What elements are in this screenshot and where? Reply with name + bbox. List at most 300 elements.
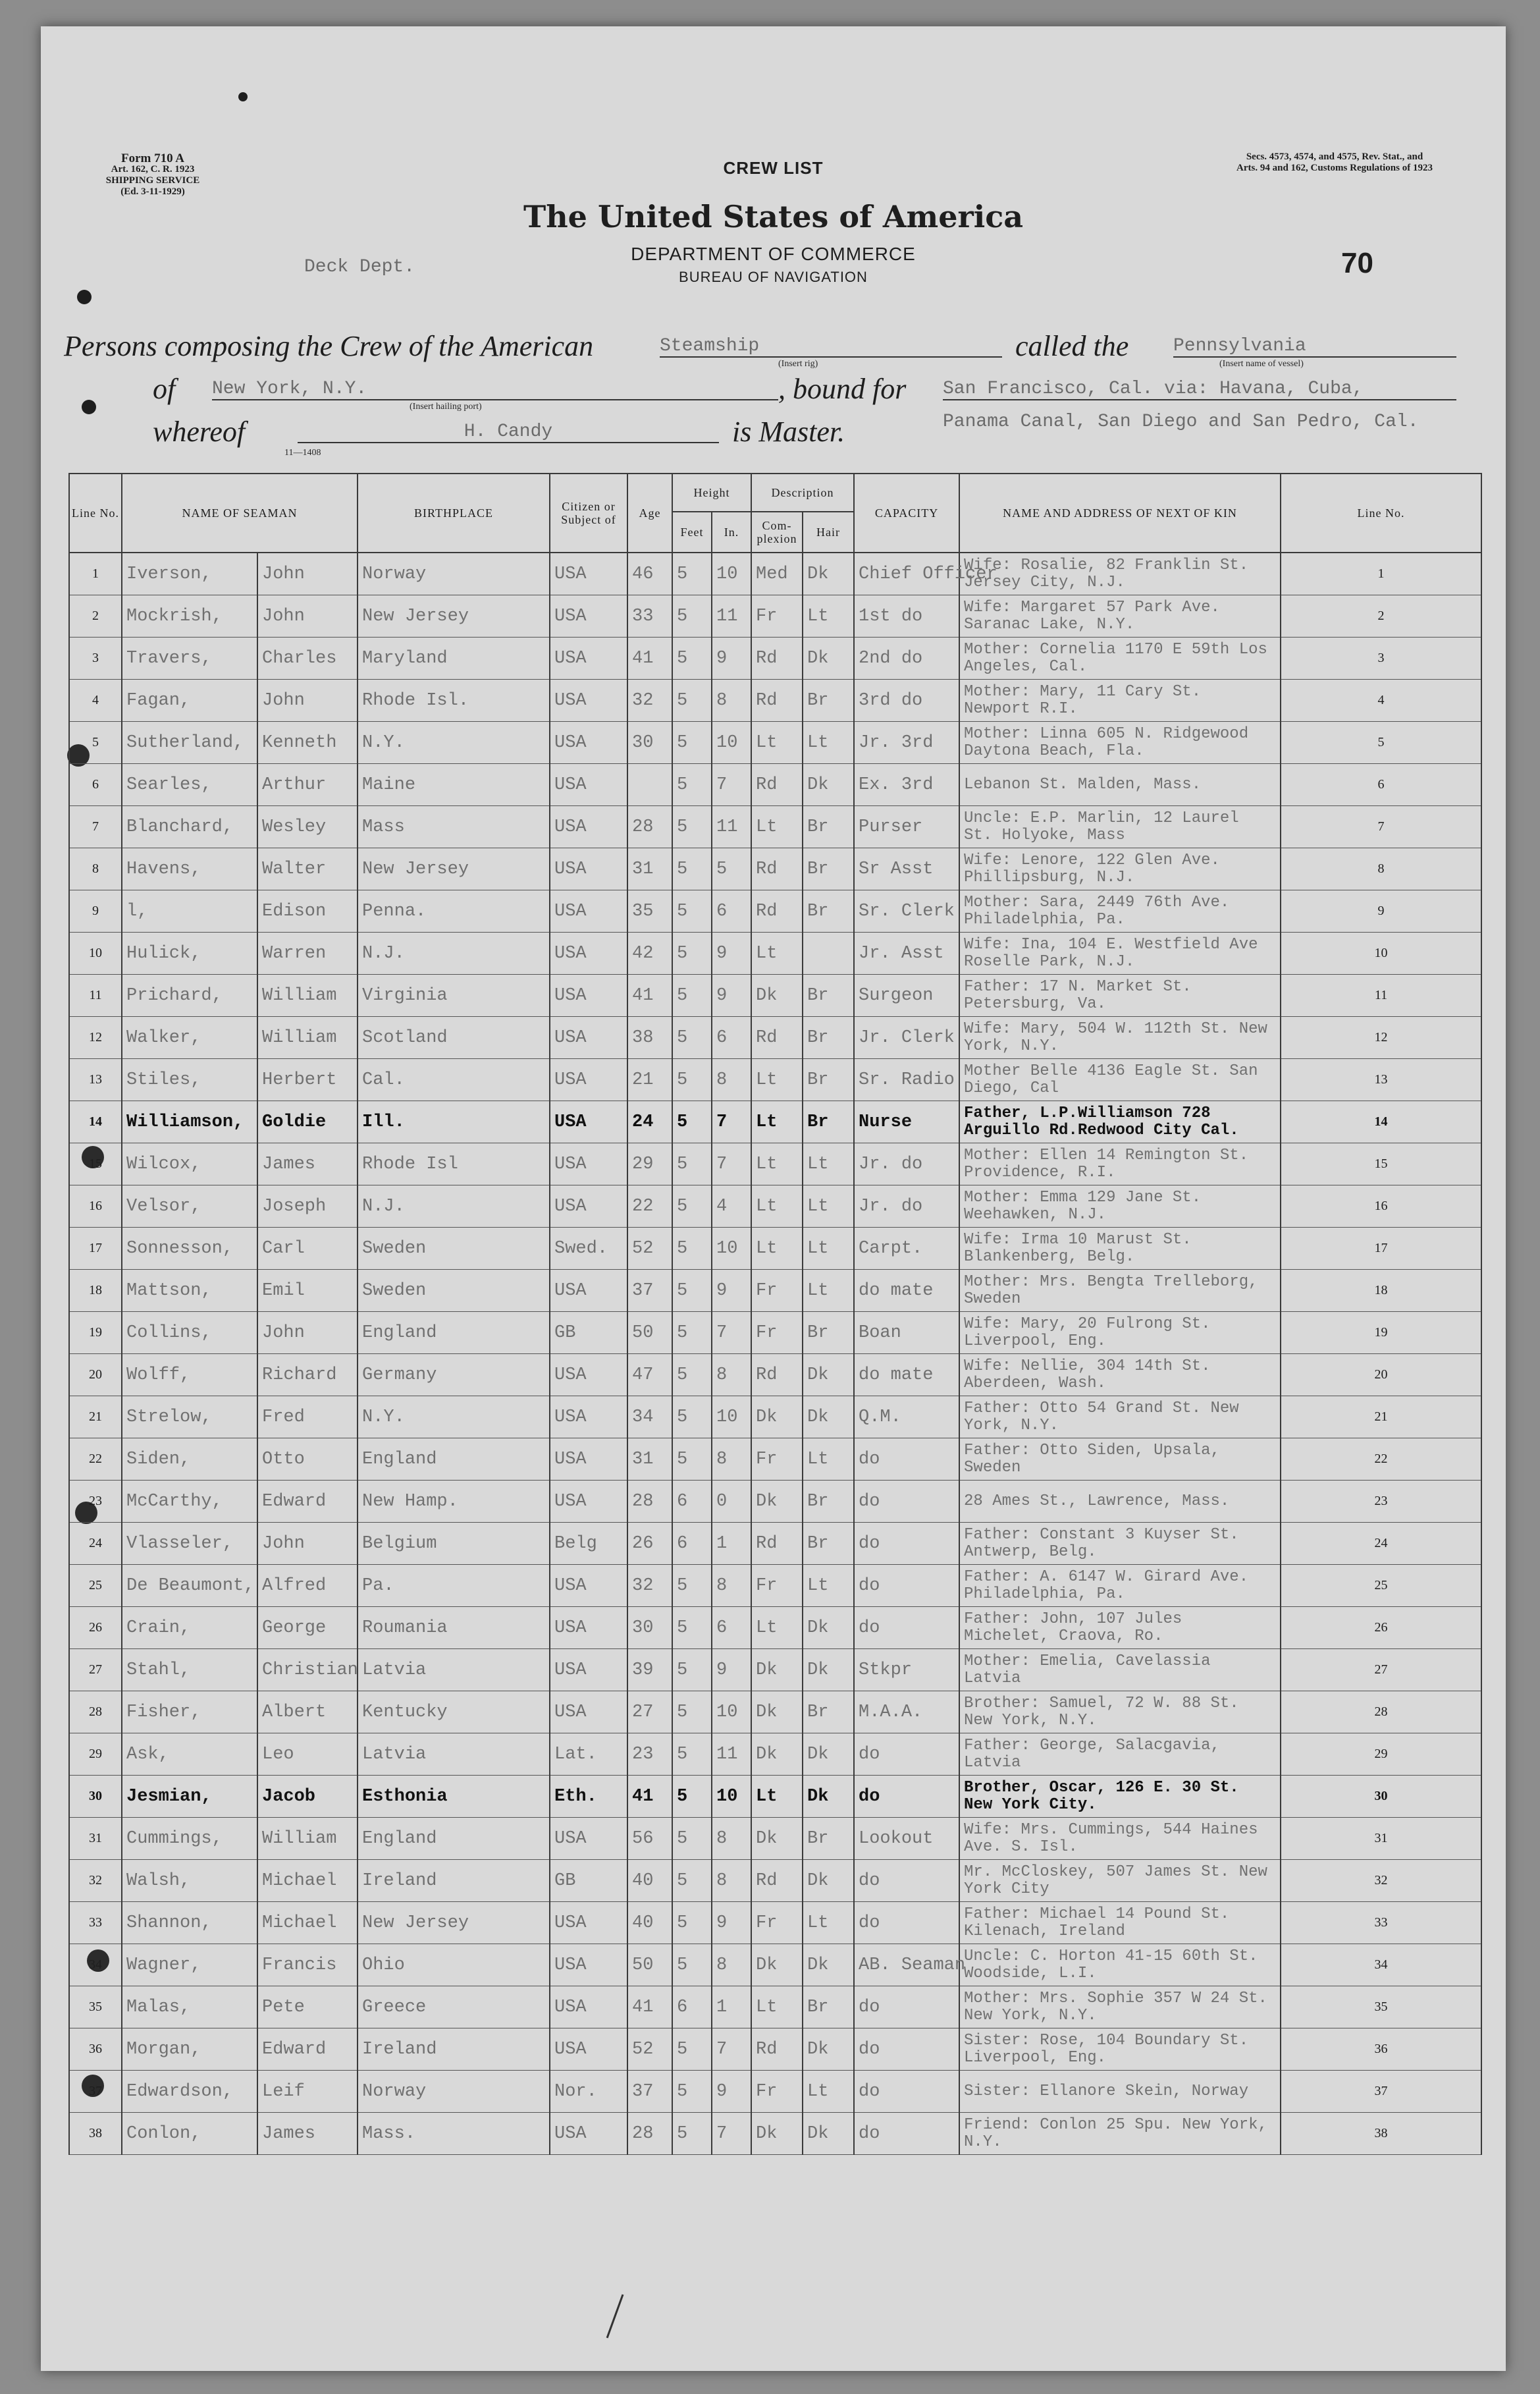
line-number-right: 7 — [1281, 806, 1481, 848]
department-heading: DEPARTMENT OF COMMERCE — [631, 244, 916, 264]
complexion: Rd — [751, 1017, 803, 1059]
given-name: John — [257, 595, 358, 638]
next-of-kin: Father: John, 107 Jules Michelet, Craova, Ro. — [959, 1607, 1281, 1649]
height-feet: 5 — [672, 1185, 712, 1228]
surname: Malas, — [122, 1986, 257, 2028]
line-number: 27 — [69, 1649, 122, 1691]
height-feet: 5 — [672, 1017, 712, 1059]
col-description: Description — [751, 474, 854, 512]
age: 56 — [627, 1818, 672, 1860]
height-inches: 7 — [712, 2028, 751, 2071]
hair-color: Dk — [803, 2113, 854, 2155]
table-row — [69, 1818, 1481, 1860]
age — [627, 764, 672, 806]
complexion: Rd — [751, 1860, 803, 1902]
complexion: Lt — [751, 1101, 803, 1143]
height-feet: 5 — [672, 1944, 712, 1986]
line-number-right: 21 — [1281, 1396, 1481, 1438]
hair-color: Br — [803, 1691, 854, 1733]
birthplace: England — [358, 1818, 550, 1860]
table-row — [69, 1396, 1481, 1438]
birthplace: Germany — [358, 1354, 550, 1396]
line-number-right: 33 — [1281, 1902, 1481, 1944]
next-of-kin: Uncle: C. Horton 41-15 60th St. Woodside, L.I. — [959, 1944, 1281, 1986]
complexion: Lt — [751, 1607, 803, 1649]
called-label: called the — [1015, 330, 1129, 362]
citizenship: GB — [550, 1312, 627, 1354]
hair-color: Lt — [803, 722, 854, 764]
age: 52 — [627, 1228, 672, 1270]
line-number: 1 — [69, 553, 122, 595]
surname: Williamson, — [122, 1101, 257, 1143]
height-feet: 5 — [672, 1733, 712, 1776]
given-name: John — [257, 680, 358, 722]
birthplace: Mass. — [358, 2113, 550, 2155]
next-of-kin: Wife: Margaret 57 Park Ave. Saranac Lake, N.Y. — [959, 595, 1281, 638]
birthplace: Latvia — [358, 1733, 550, 1776]
height-inches: 7 — [712, 764, 751, 806]
document-title: CREW LIST — [723, 158, 824, 178]
hair-color: Br — [803, 1101, 854, 1143]
citizenship: USA — [550, 1354, 627, 1396]
age: 24 — [627, 1101, 672, 1143]
line-number: 23 — [69, 1481, 122, 1523]
citizenship: USA — [550, 1691, 627, 1733]
table-row — [69, 1185, 1481, 1228]
next-of-kin: Wife: Mary, 504 W. 112th St. New York, N.Y. — [959, 1017, 1281, 1059]
given-name: Warren — [257, 933, 358, 975]
height-inches: 8 — [712, 680, 751, 722]
birthplace: N.Y. — [358, 722, 550, 764]
line-number-right: 3 — [1281, 638, 1481, 680]
form-line: Form 710 A — [120, 151, 185, 165]
line-number: 18 — [69, 1270, 122, 1312]
complexion: Lt — [751, 1059, 803, 1101]
height-inches: 10 — [712, 1691, 751, 1733]
line-number: 6 — [69, 764, 122, 806]
bound-for-label: , bound for — [778, 373, 907, 405]
col-feet: Feet — [672, 512, 712, 553]
citizenship: USA — [550, 1649, 627, 1691]
line-number-right: 10 — [1281, 933, 1481, 975]
surname: Morgan, — [122, 2028, 257, 2071]
height-feet: 5 — [672, 848, 712, 890]
crew-table — [68, 473, 1482, 2155]
line-number-right: 31 — [1281, 1818, 1481, 1860]
given-name: James — [257, 1143, 358, 1185]
height-inches: 10 — [712, 1776, 751, 1818]
line-number-right: 30 — [1281, 1776, 1481, 1818]
country-heading: The United States of America — [523, 199, 1024, 234]
surname: Iverson, — [122, 553, 257, 595]
complexion: Dk — [751, 1733, 803, 1776]
capacity: Sr. Radio — [854, 1059, 959, 1101]
age: 41 — [627, 1776, 672, 1818]
col-inches: In. — [712, 512, 751, 553]
table-row — [69, 848, 1481, 890]
citizenship: GB — [550, 1860, 627, 1902]
table-row — [69, 1523, 1481, 1565]
col-hair: Hair — [803, 512, 854, 553]
birthplace: New Jersey — [358, 1902, 550, 1944]
age: 35 — [627, 890, 672, 933]
capacity: Jr. 3rd — [854, 722, 959, 764]
next-of-kin: Mother: Emma 129 Jane St. Weehawken, N.J. — [959, 1185, 1281, 1228]
destination-field: San Francisco, Cal. via: Havana, Cuba, — [943, 379, 1456, 400]
line-number-right: 6 — [1281, 764, 1481, 806]
table-row — [69, 1944, 1481, 1986]
height-inches: 0 — [712, 1481, 751, 1523]
citizenship: USA — [550, 1944, 627, 1986]
line-number: 29 — [69, 1733, 122, 1776]
next-of-kin: Wife: Lenore, 122 Glen Ave. Phillipsburg, N.J. — [959, 848, 1281, 890]
height-inches: 7 — [712, 2113, 751, 2155]
table-row — [69, 1228, 1481, 1270]
next-of-kin: Mother: Cornelia 1170 E 59th Los Angeles, Cal. — [959, 638, 1281, 680]
birthplace: Ill. — [358, 1101, 550, 1143]
port-hint: (Insert hailing port) — [410, 402, 482, 412]
birthplace: New Jersey — [358, 595, 550, 638]
given-name: Michael — [257, 1860, 358, 1902]
given-name: Edward — [257, 1481, 358, 1523]
table-row — [69, 553, 1481, 595]
hair-color: Dk — [803, 1733, 854, 1776]
height-feet: 6 — [672, 1986, 712, 2028]
height-inches: 9 — [712, 1649, 751, 1691]
height-feet: 5 — [672, 1438, 712, 1481]
age: 27 — [627, 1691, 672, 1733]
master-name-field: H. Candy — [298, 422, 719, 443]
surname: Jesmian, — [122, 1776, 257, 1818]
line-number: 12 — [69, 1017, 122, 1059]
hair-color: Lt — [803, 1228, 854, 1270]
citizenship: Lat. — [550, 1733, 627, 1776]
height-feet: 5 — [672, 1143, 712, 1185]
height-feet: 5 — [672, 1902, 712, 1944]
line-number: 2 — [69, 595, 122, 638]
line-number: 30 — [69, 1776, 122, 1818]
age: 47 — [627, 1354, 672, 1396]
height-inches: 1 — [712, 1523, 751, 1565]
col-name-of-seaman: NAME OF SEAMAN — [122, 474, 358, 553]
birthplace: Norway — [358, 2071, 550, 2113]
hair-color: Dk — [803, 2028, 854, 2071]
birthplace: Sweden — [358, 1270, 550, 1312]
birthplace: N.J. — [358, 933, 550, 975]
hair-color: Br — [803, 1986, 854, 2028]
surname: Fisher, — [122, 1691, 257, 1733]
birthplace: England — [358, 1438, 550, 1481]
line-number-right: 2 — [1281, 595, 1481, 638]
next-of-kin: 28 Ames St., Lawrence, Mass. — [959, 1481, 1281, 1523]
vessel-hint: (Insert name of vessel) — [1219, 359, 1304, 369]
line-number: 3 — [69, 638, 122, 680]
capacity: Ex. 3rd — [854, 764, 959, 806]
line-number-right: 15 — [1281, 1143, 1481, 1185]
line-number-right: 8 — [1281, 848, 1481, 890]
line-number-right: 4 — [1281, 680, 1481, 722]
birthplace: Greece — [358, 1986, 550, 2028]
next-of-kin: Father: Otto 54 Grand St. New York, N.Y. — [959, 1396, 1281, 1438]
line-number: 26 — [69, 1607, 122, 1649]
height-inches: 8 — [712, 1565, 751, 1607]
complexion: Dk — [751, 1649, 803, 1691]
capacity: Jr. Asst — [854, 933, 959, 975]
line-number: 20 — [69, 1354, 122, 1396]
capacity: do — [854, 1565, 959, 1607]
given-name: William — [257, 975, 358, 1017]
crew-table-region — [68, 473, 1481, 2312]
line-number-right: 23 — [1281, 1481, 1481, 1523]
table-row — [69, 1017, 1481, 1059]
line-number: 8 — [69, 848, 122, 890]
given-name: Michael — [257, 1902, 358, 1944]
line-number-right: 13 — [1281, 1059, 1481, 1101]
next-of-kin: Wife: Nellie, 304 14th St. Aberdeen, Wash. — [959, 1354, 1281, 1396]
crew-list-document — [41, 26, 1506, 2371]
line-number-right: 11 — [1281, 975, 1481, 1017]
capacity: Jr. do — [854, 1185, 959, 1228]
birthplace: New Hamp. — [358, 1481, 550, 1523]
hair-color: Br — [803, 806, 854, 848]
birthplace: Rhode Isl. — [358, 680, 550, 722]
table-row — [69, 1312, 1481, 1354]
line-number: 17 — [69, 1228, 122, 1270]
hair-color: Lt — [803, 1902, 854, 1944]
given-name: Wesley — [257, 806, 358, 848]
birthplace: Latvia — [358, 1649, 550, 1691]
form-line: Art. 162, C. R. 1923 — [111, 164, 195, 175]
hair-color — [803, 933, 854, 975]
line-number: 16 — [69, 1185, 122, 1228]
height-inches: 8 — [712, 1860, 751, 1902]
complexion: Lt — [751, 722, 803, 764]
height-inches: 4 — [712, 1185, 751, 1228]
next-of-kin: Father: A. 6147 W. Girard Ave. Philadelphia, Pa. — [959, 1565, 1281, 1607]
next-of-kin: Mother Belle 4136 Eagle St. San Diego, Cal — [959, 1059, 1281, 1101]
surname: Searles, — [122, 764, 257, 806]
given-name: Fred — [257, 1396, 358, 1438]
table-row — [69, 1143, 1481, 1185]
table-row — [69, 1649, 1481, 1691]
capacity: do — [854, 1776, 959, 1818]
line-number-right: 32 — [1281, 1860, 1481, 1902]
crew-table-body — [69, 553, 1481, 2155]
height-inches: 7 — [712, 1312, 751, 1354]
capacity: M.A.A. — [854, 1691, 959, 1733]
height-feet: 5 — [672, 595, 712, 638]
height-feet: 6 — [672, 1523, 712, 1565]
birthplace: Kentucky — [358, 1691, 550, 1733]
hair-color: Dk — [803, 1354, 854, 1396]
hair-color: Dk — [803, 1649, 854, 1691]
given-name: Francis — [257, 1944, 358, 1986]
line-number: 13 — [69, 1059, 122, 1101]
table-row — [69, 595, 1481, 638]
table-row — [69, 1438, 1481, 1481]
hair-color: Br — [803, 1059, 854, 1101]
line-number: 10 — [69, 933, 122, 975]
capacity: do — [854, 2113, 959, 2155]
height-inches: 8 — [712, 1354, 751, 1396]
line-number: 22 — [69, 1438, 122, 1481]
given-name: John — [257, 553, 358, 595]
line-number: 37 — [69, 2071, 122, 2113]
given-name: Arthur — [257, 764, 358, 806]
complexion: Fr — [751, 1270, 803, 1312]
hair-color: Br — [803, 1312, 854, 1354]
capacity: do — [854, 2028, 959, 2071]
citizenship: Nor. — [550, 2071, 627, 2113]
height-feet: 5 — [672, 975, 712, 1017]
col-age: Age — [627, 474, 672, 553]
capacity: Q.M. — [854, 1396, 959, 1438]
table-row — [69, 1270, 1481, 1312]
bureau-heading: BUREAU OF NAVIGATION — [679, 269, 868, 285]
complexion: Rd — [751, 764, 803, 806]
citizenship: USA — [550, 1017, 627, 1059]
surname: Sonnesson, — [122, 1228, 257, 1270]
hair-color: Dk — [803, 1776, 854, 1818]
line-number: 14 — [69, 1101, 122, 1143]
capacity: do mate — [854, 1354, 959, 1396]
age: 28 — [627, 1481, 672, 1523]
line-number-right: 17 — [1281, 1228, 1481, 1270]
surname: Ask, — [122, 1733, 257, 1776]
height-inches: 7 — [712, 1101, 751, 1143]
punch-hole-icon — [238, 92, 248, 101]
height-feet: 5 — [672, 1101, 712, 1143]
birthplace: Ireland — [358, 2028, 550, 2071]
next-of-kin: Sister: Ellanore Skein, Norway — [959, 2071, 1281, 2113]
given-name: Goldie — [257, 1101, 358, 1143]
capacity: do — [854, 1607, 959, 1649]
height-feet: 5 — [672, 1228, 712, 1270]
capacity: do — [854, 1438, 959, 1481]
birthplace: Maine — [358, 764, 550, 806]
birthplace: Virginia — [358, 975, 550, 1017]
capacity: AB. Seaman — [854, 1944, 959, 1986]
height-feet: 6 — [672, 1481, 712, 1523]
birthplace: Pa. — [358, 1565, 550, 1607]
hair-color: Dk — [803, 553, 854, 595]
given-name: Leif — [257, 2071, 358, 2113]
surname: Collins, — [122, 1312, 257, 1354]
height-feet: 5 — [672, 1649, 712, 1691]
citizenship: USA — [550, 1185, 627, 1228]
complexion: Rd — [751, 680, 803, 722]
given-name: James — [257, 2113, 358, 2155]
height-inches: 6 — [712, 1607, 751, 1649]
next-of-kin: Lebanon St. Malden, Mass. — [959, 764, 1281, 806]
complexion: Rd — [751, 638, 803, 680]
capacity: Jr. do — [854, 1143, 959, 1185]
table-row — [69, 2071, 1481, 2113]
citizenship: USA — [550, 1101, 627, 1143]
next-of-kin: Father: 17 N. Market St. Petersburg, Va. — [959, 975, 1281, 1017]
line-number: 25 — [69, 1565, 122, 1607]
given-name: Christian — [257, 1649, 358, 1691]
table-row — [69, 680, 1481, 722]
birthplace: Belgium — [358, 1523, 550, 1565]
hair-color: Lt — [803, 1185, 854, 1228]
page-number: 70 — [1341, 247, 1373, 279]
given-name: George — [257, 1607, 358, 1649]
height-inches: 10 — [712, 1228, 751, 1270]
table-row — [69, 806, 1481, 848]
age: 23 — [627, 1733, 672, 1776]
height-inches: 9 — [712, 1902, 751, 1944]
complexion: Lt — [751, 1776, 803, 1818]
line-number-right: 36 — [1281, 2028, 1481, 2071]
height-inches: 9 — [712, 933, 751, 975]
line-number-right: 1 — [1281, 553, 1481, 595]
line-number: 35 — [69, 1986, 122, 2028]
form-code: 11—1408 — [284, 448, 321, 458]
birthplace: New Jersey — [358, 848, 550, 890]
age: 22 — [627, 1185, 672, 1228]
surname: Shannon, — [122, 1902, 257, 1944]
surname: Prichard, — [122, 975, 257, 1017]
surname: Fagan, — [122, 680, 257, 722]
next-of-kin: Mother: Ellen 14 Remington St. Providence, R.I. — [959, 1143, 1281, 1185]
age: 31 — [627, 1438, 672, 1481]
line-number: 21 — [69, 1396, 122, 1438]
surname: Sutherland, — [122, 722, 257, 764]
complexion: Dk — [751, 2113, 803, 2155]
table-row — [69, 1354, 1481, 1396]
height-feet: 5 — [672, 2071, 712, 2113]
table-row — [69, 890, 1481, 933]
complexion: Lt — [751, 933, 803, 975]
line-number-right: 35 — [1281, 1986, 1481, 2028]
statute-line: Arts. 94 and 162, Customs Regulations of 1923 — [1236, 163, 1433, 173]
capacity: Sr. Clerk — [854, 890, 959, 933]
citizenship: USA — [550, 1818, 627, 1860]
citizenship: USA — [550, 764, 627, 806]
hailing-port-field: New York, N.Y. — [212, 379, 778, 400]
line-number-right: 16 — [1281, 1185, 1481, 1228]
next-of-kin: Friend: Conlon 25 Spu. New York, N.Y. — [959, 2113, 1281, 2155]
next-of-kin: Wife: Mrs. Cummings, 544 Haines Ave. S. Isl. — [959, 1818, 1281, 1860]
given-name: Emil — [257, 1270, 358, 1312]
complexion: Rd — [751, 1523, 803, 1565]
line-number: 15 — [69, 1143, 122, 1185]
surname: McCarthy, — [122, 1481, 257, 1523]
complexion: Rd — [751, 890, 803, 933]
height-inches: 8 — [712, 1059, 751, 1101]
hair-color: Dk — [803, 764, 854, 806]
citizenship: USA — [550, 595, 627, 638]
col-height: Height — [672, 474, 751, 512]
next-of-kin: Mother: Mrs. Bengta Trelleborg, Sweden — [959, 1270, 1281, 1312]
line-number: 33 — [69, 1902, 122, 1944]
citizenship: USA — [550, 680, 627, 722]
height-feet: 5 — [672, 764, 712, 806]
capacity: do — [854, 1481, 959, 1523]
given-name: Alfred — [257, 1565, 358, 1607]
next-of-kin: Wife: Ina, 104 E. Westfield Ave Roselle Park, N.J. — [959, 933, 1281, 975]
surname: Crain, — [122, 1607, 257, 1649]
line-number-right: 20 — [1281, 1354, 1481, 1396]
complexion: Lt — [751, 806, 803, 848]
complexion: Rd — [751, 848, 803, 890]
line-number: 4 — [69, 680, 122, 722]
table-row — [69, 764, 1481, 806]
citizenship: USA — [550, 1438, 627, 1481]
height-feet: 5 — [672, 890, 712, 933]
height-inches: 10 — [712, 1396, 751, 1438]
